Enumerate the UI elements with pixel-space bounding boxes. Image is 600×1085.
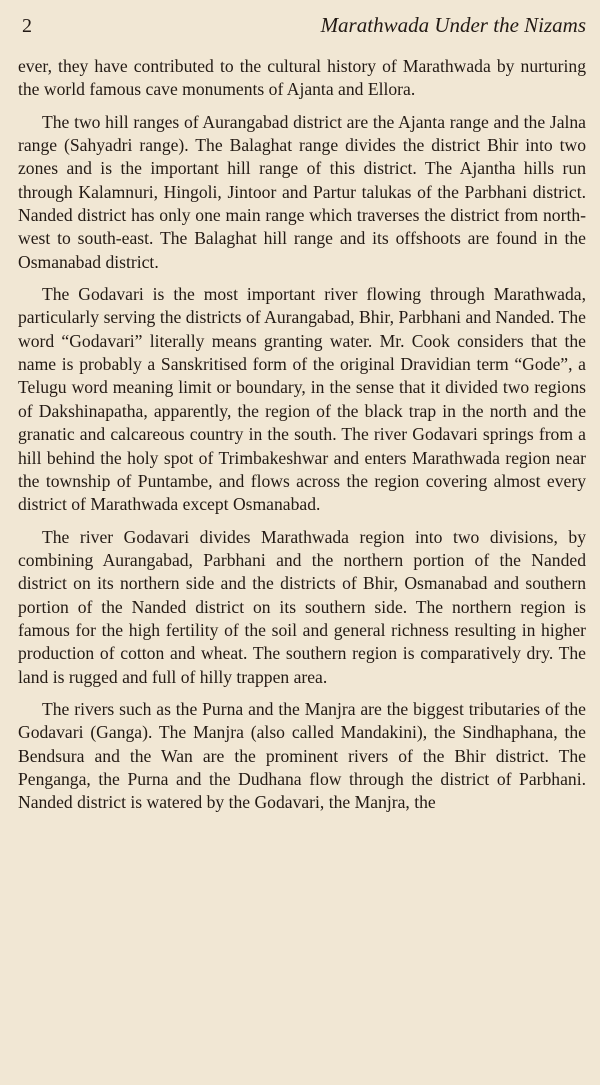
paragraph-hill-ranges: The two hill ranges of Aurangabad district are the Ajanta range and the Jalna range (Sahyadri range). The Balaghat range divides the district Bhir into two zones and is the important hill range of this district. The Ajantha hills run through Kalamnuri, Hingoli, Jintoor and Partur talukas of the Parbhani district. Nanded district has only one main range which traverses the district from north-west to south-east. The Balaghat hill range and its offshoots are found in the Osmanabad district.	[18, 111, 586, 272]
page-number: 2	[22, 15, 32, 37]
paragraph-tributaries: The rivers such as the Purna and the Manjra are the biggest tributaries of the Godavari (Ganga). The Manjra (also called Mandakini), the Sindhaphana, the Bendsura and the Wan are the prominent rivers of the Bhir district. The Penganga, the Purna and the Dudhana flow through the district of Parbhani. Nanded district is watered by the Godavari, the Manjra, the	[18, 698, 586, 813]
body-text	[18, 55, 586, 815]
paragraph-godavari: The Godavari is the most important river flowing through Marathwada, particularly serving the districts of Aurangabad, Bhir, Parbhani and Nanded. The word “Godavari” literally means granting water. Mr. Cook considers that the name is probably a Sanskritised form of the original Dravidian term “Gode”, a Telugu word meaning limit or boundary, in the sense that it divided two regions of Dakshinapatha, apparently, the region of the black trap in the north and the granatic and calcareous country in the south. The river Godavari springs from a hill behind the holy spot of Trimbakeshwar and enters Marathwada region near the township of Puntambe, and flows across the region covering almost every district of Marathwada except Osmanabad.	[18, 284, 586, 515]
paragraph-continuation: ever, they have contributed to the cultural history of Marathwada by nurturing the world famous cave monuments of Ajanta and Ellora.	[18, 56, 586, 100]
book-page	[18, 12, 586, 824]
running-title: Marathwada Under the Nizams	[320, 13, 586, 37]
paragraph-divisions: The river Godavari divides Marathwada region into two divisions, by combining Aurangabad, Parbhani and the northern portion of the Nanded district on its northern side and the districts of Bhir, Osmanabad and southern portion of the Nanded district on its southern side. The northern region is famous for the high fertility of the soil and general richness resulting in higher production of cotton and wheat. The southern region is comparatively dry. The land is rugged and full of hilly trappen area.	[18, 526, 586, 687]
page-header	[18, 12, 586, 39]
